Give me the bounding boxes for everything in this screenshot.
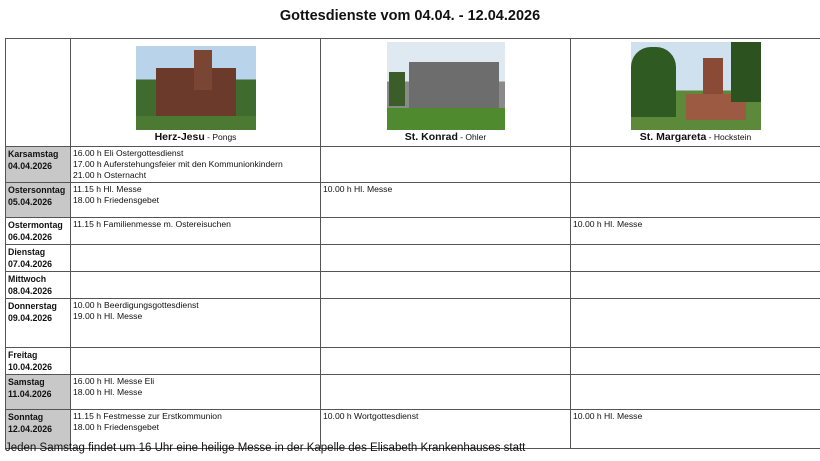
table-row [6,299,820,348]
day-cell [6,183,71,218]
day-cell [6,147,71,183]
service-cell [321,272,571,299]
service-cell [571,348,820,375]
day-cell [6,272,71,299]
footer-note: Jeden Samstag findet um 16 Uhr eine heilige Messe in der Kapelle des Elisabeth Krankenhauses statt [5,442,526,454]
day-cell [6,299,71,348]
header-row [6,39,820,147]
table-row [6,272,820,299]
day-cell [6,218,71,245]
service-cell [571,183,820,218]
service-cell [321,299,571,348]
corner-cell [6,39,71,147]
service-cell [321,245,571,272]
day-name: Samstag [8,377,45,387]
church-header-st-konrad [321,39,571,147]
service-cell [571,147,820,183]
service-cell [571,410,820,449]
service-cell [71,375,321,410]
day-date: 07.04.2026 [8,259,53,269]
day-date: 11.04.2026 [8,389,52,399]
service-entry: 10.00 h Hl. Messe [573,411,643,421]
service-entry: 10.00 h Hl. Messe [323,184,393,194]
service-entry: 10.00 h Hl. Messe [573,219,643,229]
service-cell [71,348,321,375]
table-row [6,218,820,245]
service-entry: 10.00 h Wortgottesdienst [323,411,419,421]
service-cell [321,218,571,245]
service-cell [71,218,321,245]
church-photo-st-margareta [631,42,761,130]
service-entry: 11.15 h Hl. Messe [73,184,142,194]
service-entry: 16.00 h Eli Ostergottesdienst [73,148,184,158]
service-entry: 18.00 h Friedensgebet [73,422,160,432]
day-cell [6,348,71,375]
day-name: Ostersonntag [8,185,66,195]
service-entry: 16.00 h Hl. Messe Eli [73,376,155,386]
day-name: Donnerstag [8,301,57,311]
service-cell [571,299,820,348]
church-header-st-margareta [571,39,820,147]
service-cell [571,245,820,272]
day-cell [6,375,71,410]
service-cell [571,272,820,299]
church-district: - Hockstein [706,132,752,142]
service-cell [321,147,571,183]
day-name: Freitag [8,350,38,360]
church-name: Herz-Jesu [154,131,205,143]
service-cell [71,245,321,272]
service-cell [321,183,571,218]
service-cell [71,147,321,183]
service-cell [571,218,820,245]
day-cell [6,245,71,272]
table-row [6,147,820,183]
day-date: 04.04.2026 [8,161,53,171]
service-entry: 18.00 h Hl. Messe [73,387,143,397]
service-entry: 18.00 h Friedensgebet [73,195,160,205]
church-photo-st-konrad [387,42,505,130]
day-date: 10.04.2026 [8,362,53,372]
table-row [6,348,820,375]
day-date: 06.04.2026 [8,232,53,242]
schedule-table [5,38,820,449]
day-name: Karsamstag [8,149,59,159]
church-name: St. Konrad [404,131,458,143]
service-cell [71,299,321,348]
church-name: St. Margareta [639,131,707,143]
service-entry: 11.15 h Festmesse zur Erstkommunion [73,411,222,421]
church-district: - Ohler [457,132,487,142]
day-date: 09.04.2026 [8,313,53,323]
service-cell [71,183,321,218]
church-district: - Pongs [204,132,237,142]
table-row [6,183,820,218]
page-title: Gottesdienste vom 04.04. - 12.04.2026 [279,8,541,24]
day-name: Ostermontag [8,220,63,230]
day-date: 08.04.2026 [8,286,53,296]
service-entry: 10.00 h Beerdigungsgottesdienst [73,300,199,310]
service-entry: 21.00 h Osternacht [73,170,147,180]
service-cell [71,272,321,299]
service-entry: 17.00 h Auferstehungsfeier mit den Kommunionkindern [73,159,283,169]
day-date: 05.04.2026 [8,197,53,207]
service-cell [321,348,571,375]
day-name: Mittwoch [8,274,47,284]
table-row [6,245,820,272]
service-cell [571,375,820,410]
table-row [6,375,820,410]
day-name: Dienstag [8,247,46,257]
service-cell [321,375,571,410]
day-name: Sonntag [8,412,44,422]
service-entry: 19.00 h Hl. Messe [73,311,143,321]
day-date: 12.04.2026 [8,424,53,434]
church-header-herz-jesu [71,39,321,147]
church-photo-herz-jesu [136,46,256,130]
service-entry: 11.15 h Familienmesse m. Ostereisuchen [73,219,231,229]
